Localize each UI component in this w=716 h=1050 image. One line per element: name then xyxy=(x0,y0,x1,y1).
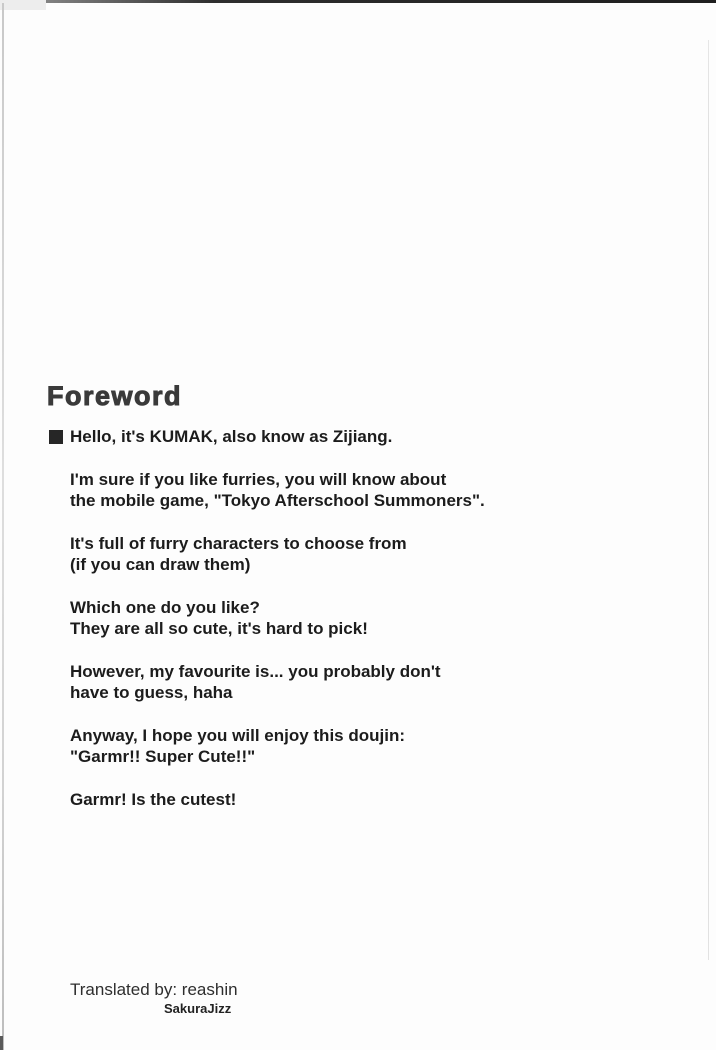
paragraph xyxy=(70,597,630,640)
paragraph-line: Garmr! Is the cutest! xyxy=(70,789,237,809)
paragraph xyxy=(70,661,630,704)
paragraph-line: They are all so cute, it's hard to pick! xyxy=(70,619,368,638)
square-bullet-icon xyxy=(49,430,63,444)
paragraph-line: I'm sure if you like furries, you will know about xyxy=(70,469,447,489)
paragraph xyxy=(70,725,630,768)
paragraph-line: It's full of furry characters to choose from xyxy=(70,533,407,553)
translator-group: SakuraJizz xyxy=(164,1001,232,1016)
scan-edge-top-left-patch xyxy=(0,0,46,10)
paragraph-line: Which one do you like? xyxy=(70,597,260,617)
scan-edge-left xyxy=(2,3,4,1050)
scan-edge-top xyxy=(0,0,716,3)
paragraph-line: (if you can draw them) xyxy=(70,555,251,574)
page-title: Foreword xyxy=(47,381,183,411)
paragraph xyxy=(70,533,630,576)
paragraph xyxy=(70,469,630,512)
intro-line: Hello, it's KUMAK, also know as Zijiang. xyxy=(70,427,393,446)
translator-credit: Translated by: reashin xyxy=(70,980,238,999)
scan-edge-bottom-left xyxy=(0,1036,3,1050)
intro-paragraph xyxy=(70,426,630,448)
paragraph-line: have to guess, haha xyxy=(70,683,233,702)
paragraph-line: the mobile game, "Tokyo Afterschool Summoners". xyxy=(70,491,485,510)
paragraph-line: However, my favourite is... you probably don't xyxy=(70,661,441,681)
paragraph-line: Anyway, I hope you will enjoy this doujin: xyxy=(70,725,405,745)
paragraph xyxy=(70,789,630,811)
foreword-body xyxy=(70,426,630,831)
paragraph-line: "Garmr!! Super Cute!!" xyxy=(70,747,256,766)
scan-edge-right xyxy=(708,40,709,960)
